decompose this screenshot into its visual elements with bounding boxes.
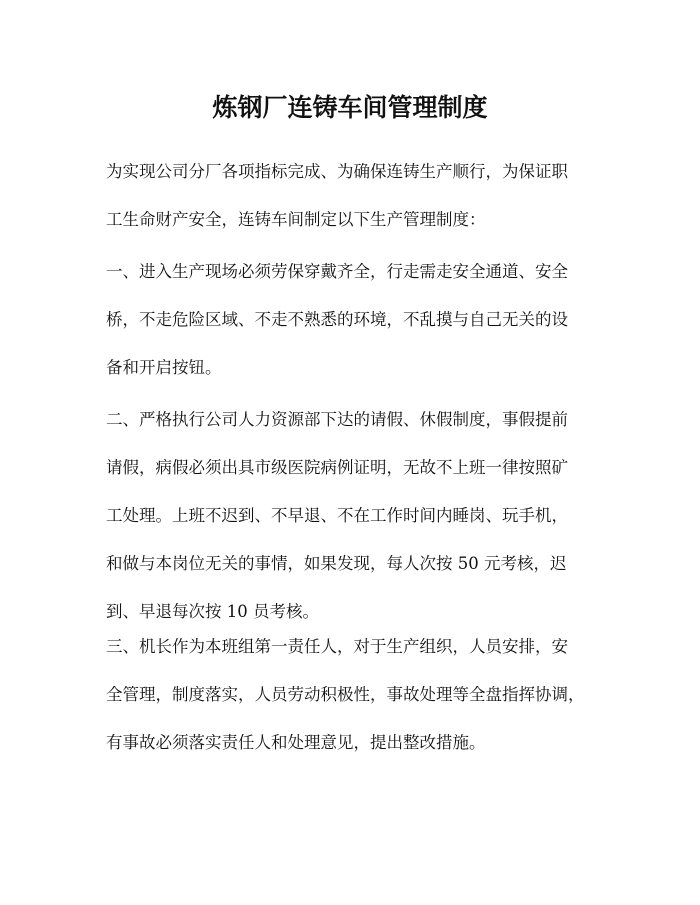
paragraph-line: 一、进入生产现场必须劳保穿戴齐全，行走需走安全通道、安全 xyxy=(106,262,568,281)
paragraph-rule-2 xyxy=(106,396,606,636)
paragraph-line: 工生命财产安全，连铸车间制定以下生产管理制度： xyxy=(106,210,486,229)
paragraph-line: 请假，病假必须出具市级医院病例证明，无故不上班一律按照矿 xyxy=(106,458,568,477)
paragraph-line: 备和开启按钮。 xyxy=(106,358,222,377)
paragraph-rule-1 xyxy=(106,248,606,392)
paragraph-line: 工处理。上班不迟到、不早退、不在工作时间内睡岗、玩手机， xyxy=(106,506,568,525)
paragraph-line: 全管理，制度落实，人员劳动积极性，事故处理等全盘指挥协调， xyxy=(106,685,585,704)
document-title: 炼钢厂连铸车间管理制度 xyxy=(212,93,488,122)
paragraph-line: 到、早退每次按 10 员考核。 xyxy=(106,602,319,621)
paragraph-line: 桥，不走危险区域、不走不熟悉的环境，不乱摸与自己无关的设 xyxy=(106,310,568,329)
paragraph-line: 为实现公司分厂各项指标完成、为确保连铸生产顺行，为保证职 xyxy=(106,162,568,181)
paragraph-rule-3 xyxy=(106,623,606,767)
paragraph-intro xyxy=(106,148,606,244)
paragraph-line: 有事故必须落实责任人和处理意见，提出整改措施。 xyxy=(106,733,486,752)
paragraph-line: 和做与本岗位无关的事情，如果发现，每人次按 50 元考核，迟 xyxy=(106,554,567,573)
paragraph-line: 三、机长作为本班组第一责任人，对于生产组织，人员安排，安 xyxy=(106,637,568,656)
paragraph-line: 二、严格执行公司人力资源部下达的请假、休假制度，事假提前 xyxy=(106,410,568,429)
